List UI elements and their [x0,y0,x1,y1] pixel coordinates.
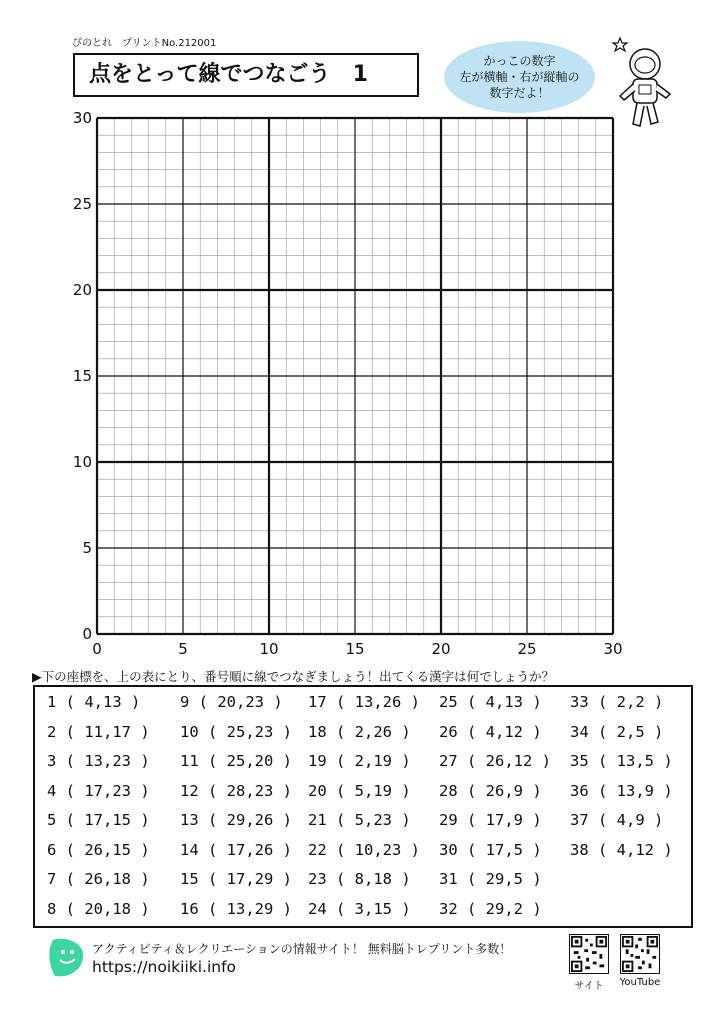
coordinate-item: 18 ( 2,26 ) [308,722,411,741]
qr-youtube-label: YouTube [619,977,661,988]
star-icon [613,38,627,51]
coordinate-item: 23 ( 8,18 ) [308,870,411,888]
coordinate-item: 2 ( 11,17 ) [47,722,150,741]
y-tick-label: 15 [72,367,92,385]
coordinate-item: 20 ( 5,19 ) [308,781,411,800]
coordinate-item: 34 ( 2,5 ) [570,722,664,741]
site-logo [45,936,89,980]
coordinate-item: 25 ( 4,13 ) [439,693,542,711]
coordinate-item: 32 ( 29,2 ) [439,899,542,918]
coordinate-item: 26 ( 4,12 ) [439,722,542,741]
coordinate-item: 1 ( 4,13 ) [47,693,141,711]
coordinate-item: 22 ( 10,23 ) [308,840,420,859]
y-tick-label: 5 [82,539,92,557]
coordinate-item: 27 ( 26,12 ) [439,752,551,770]
qr-site-label: サイト [574,981,604,992]
title-text: 点をとって線でつなごう [89,62,331,87]
x-tick-label: 0 [92,640,102,658]
y-tick-label: 30 [72,109,92,127]
x-tick-label: 10 [259,640,279,658]
coordinate-item: 4 ( 17,23 ) [47,781,150,800]
coordinate-item: 13 ( 29,26 ) [180,811,292,829]
print-code: ぴのとれ プリントNo.212001 [72,38,217,49]
y-tick-label: 20 [72,281,92,299]
x-tick-label: 25 [517,640,537,658]
coordinate-item: 14 ( 17,26 ) [180,840,292,859]
x-tick-label: 30 [603,640,623,658]
coordinate-item: 6 ( 26,15 ) [47,840,150,859]
y-tick-label: 0 [82,625,92,643]
coordinate-item: 17 ( 13,26 ) [308,693,420,711]
coordinate-item: 33 ( 2,2 ) [570,693,664,711]
instruction-text: ▶下の座標を、上の表にとり、番号順に線でつなぎましょう！出てくる漢字は何でしょうか？ [32,669,555,684]
coordinate-item: 11 ( 25,20 ) [180,752,292,770]
coordinate-item: 19 ( 2,19 ) [308,752,411,770]
coordinate-item: 16 ( 13,29 ) [180,899,292,918]
coordinate-item: 36 ( 13,9 ) [570,781,673,800]
x-tick-label: 20 [431,640,451,658]
coordinate-item: 3 ( 13,23 ) [47,752,150,770]
site-qr-code[interactable] [569,934,609,974]
coordinate-item: 21 ( 5,23 ) [308,811,411,829]
coordinate-item: 12 ( 28,23 ) [180,781,292,800]
coordinate-item: 37 ( 4,9 ) [570,811,664,829]
bubble-line: 左が横軸・右が縦軸の [459,70,580,84]
coordinate-item: 35 ( 13,5 ) [570,752,673,770]
page-title [73,53,419,97]
coordinate-item: 10 ( 25,23 ) [180,722,292,741]
coordinate-item: 8 ( 20,18 ) [47,899,150,918]
coordinate-item: 24 ( 3,15 ) [308,899,411,918]
y-tick-label: 10 [72,453,92,471]
speech-bubble [444,41,595,113]
y-tick-label: 25 [72,195,92,213]
coordinate-item: 7 ( 26,18 ) [47,870,150,888]
coordinate-item: 29 ( 17,9 ) [439,811,542,829]
coordinate-grid [70,104,630,660]
x-tick-label: 5 [178,640,188,658]
footer-url[interactable]: https://noikiiki.info [92,958,237,976]
coordinate-list [33,685,693,928]
x-tick-label: 15 [345,640,365,658]
youtube-qr-code[interactable] [620,934,660,974]
bubble-line: かっこの数字 [483,54,556,68]
coordinate-item: 31 ( 29,5 ) [439,870,542,888]
coordinate-item: 30 ( 17,5 ) [439,840,542,859]
coordinate-item: 38 ( 4,12 ) [570,840,673,859]
footer-tagline: アクティビティ＆レクリエーションの情報サイト！ 無料脳トレプリント多数！ [92,942,512,956]
bubble-line: 数字だよ！ [489,86,550,100]
coordinate-item: 28 ( 26,9 ) [439,781,542,800]
coordinate-item: 15 ( 17,29 ) [180,870,292,888]
coordinate-item: 5 ( 17,15 ) [47,811,150,829]
title-number: 1 [352,62,368,87]
coordinate-item: 9 ( 20,23 ) [180,693,283,711]
